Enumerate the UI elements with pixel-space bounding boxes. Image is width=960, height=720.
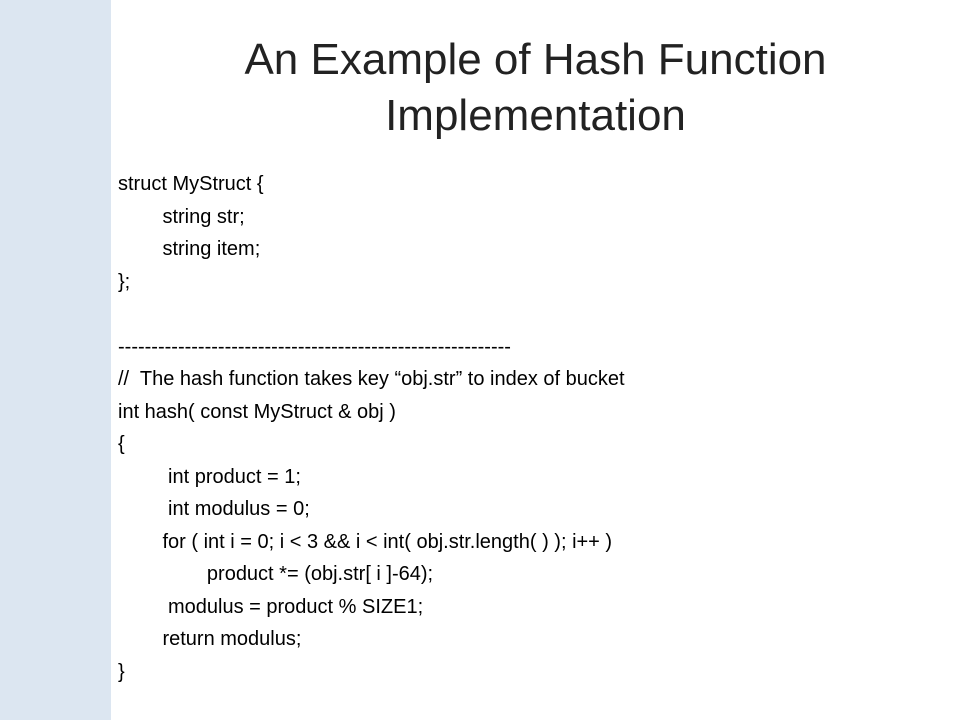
- code-line-field-str: string str;: [118, 205, 245, 228]
- code-line-comment: // The hash function takes key “obj.str” to index of bucket: [118, 368, 625, 390]
- left-accent-band: [0, 0, 111, 720]
- title-line-2: Implementation: [385, 91, 686, 140]
- code-line-product-init: int product = 1;: [118, 465, 301, 488]
- code-line-struct-open: struct MyStruct {: [118, 173, 264, 195]
- code-line-loop-body: product *= (obj.str[ i ]-64);: [118, 563, 434, 585]
- code-line-field-item: string item;: [118, 238, 261, 260]
- code-block: [118, 168, 948, 688]
- code-line-modulus-assign: modulus = product % SIZE1;: [118, 595, 424, 618]
- code-line-close-brace: }: [118, 660, 125, 683]
- code-line-struct-close: };: [118, 270, 131, 293]
- code-line-return: return modulus;: [118, 628, 302, 650]
- code-line-function-signature: int hash( const MyStruct & obj ): [118, 400, 396, 423]
- title-line-1: An Example of Hash Function: [244, 35, 827, 84]
- code-line-for-loop: for ( int i = 0; i < 3 && i < int( obj.str.length( ) ); i++ ): [118, 530, 613, 553]
- code-line-modulus-init: int modulus = 0;: [118, 498, 310, 520]
- slide-title: [111, 32, 960, 144]
- code-line-open-brace: {: [118, 433, 125, 455]
- code-line-blank: [118, 298, 948, 331]
- code-line-separator: -----------------------------------------------------------: [118, 335, 511, 358]
